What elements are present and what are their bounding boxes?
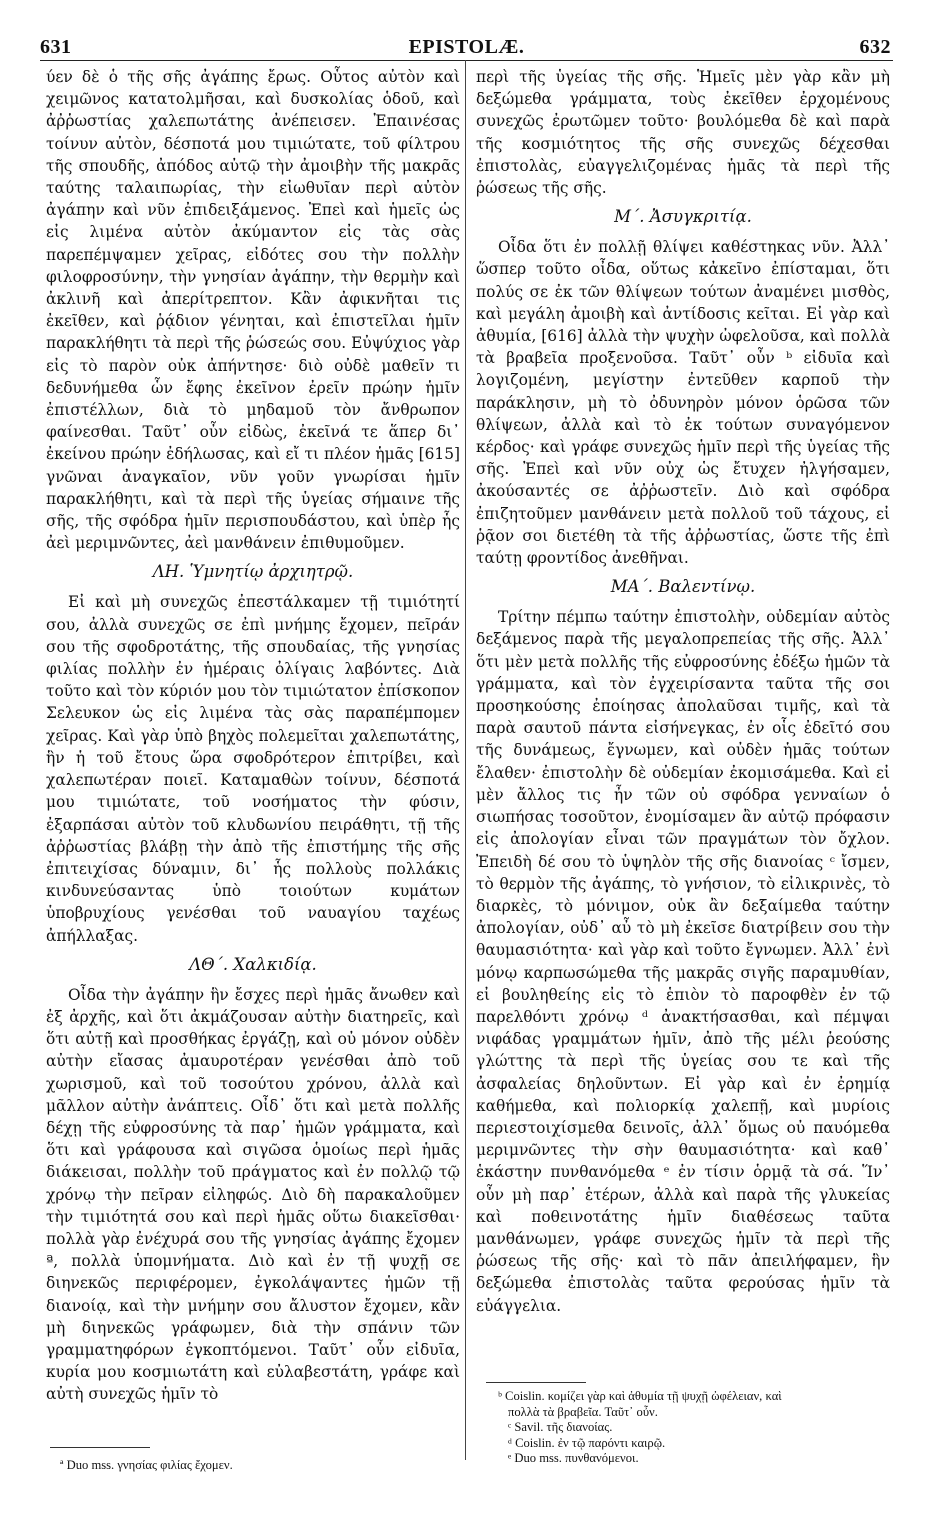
- header-rule: [40, 60, 893, 61]
- footnote-b: ᵇ Coislin. κομίζει γὰρ καὶ ἀθυμία τῇ ψυχῇ ὠφέλειαν, καὶ: [498, 1389, 782, 1403]
- letter-39-body: Οἶδα τὴν ἀγάπην ἣν ἔσχες περὶ ἡμᾶς ἄνωθεν καὶ ἐξ ἀρχῆς, καὶ ὅτι ἀκμάζουσαν αὐτὴν διατηρεῖς, καὶ ὅτι αὐτῇ καὶ προσθήκας ἐργάζῃ, καὶ οὐ μόνον οὐδὲν αὐτὴν εἴασας ἀμαυροτέραν γενέσθαι ἀπὸ τοῦ χωρισμοῦ, καὶ τοῦ τοσούτου χρόνου, ἀλλὰ καὶ μᾶλλον αὐτὴν ἀνάπτεις. Οἶδ᾽ ὅτι καὶ μετὰ πολλῆς δέχῃ τῆς εὐφροσύνης τὰ παρ᾽ ἡμῶν γράμματα, καὶ ὅτι καὶ γράφουσα καὶ σιγῶσα ὁμοίως περὶ ἡμᾶς διάκεισαι, πολλὴν τοῦ πράγματος καὶ ἐν πολλῷ τῷ χρόνῳ τὴν πεῖραν εἰληφώς. Διὸ δὴ παρακαλοῦμεν τὴν τιμιότητά σου καὶ περὶ ἡμᾶς οὕτω διακεῖσθαι· πολλὰ γὰρ ἐνέχυρά σου τῆς γνησίας ἀγάπης ἔχομεν ª, πολλὰ ὑπομνήματα. Διὸ καὶ ἐν τῇ ψυχῇ σε διηνεκῶς περιφέρομεν, ἐγκολάψαντες ἡμῶν τῇ διανοίᾳ, καὶ τὴν μνήμην σου ἄλυστον ἔχομεν, κἂν μὴ διηνεκῶς γράφωμεν, διὰ τὴν σπάνιν τῶν γραμματηφόρων ἐγκοπτόμενοι. Ταῦτ᾽ οὖν εἰδυῖα, κυρία μου κοσμιωτάτη καὶ εὐλαβεστάτη, γράφε καὶ αὐτὴ συνεχῶς ἡμῖν τὸ: [46, 985, 460, 1404]
- footnotes-left: [60, 1458, 440, 1474]
- footnote-c: ᶜ Savil. τῆς διανοίας.: [508, 1420, 613, 1434]
- letter-heading-40: Μ΄. Ἀσυγκριτίᾳ.: [614, 207, 752, 227]
- footnote-a: ª Duo mss. γνησίας φιλίας ἔχομεν.: [60, 1458, 233, 1472]
- letter-40-body: Οἶδα ὅτι ἐν πολλῇ θλίψει καθέστηκας νῦν. Ἀλλ᾽ ὥσπερ τοῦτο οἶδα, οὕτως κἀκεῖνο ἐπίσταμαι, ὅτι πολύς σε ἐκ τῶν θλίψεων τούτων ἀναμένει μισθὸς, καὶ μεγάλη ἀμοιβὴ καὶ ἀντίδοσις κεῖται. Εἰ γὰρ καὶ ἀθυμία, [616] ἀλλὰ τὴν ψυχὴν ὠφελοῦσα, καὶ πολλὰ τὰ βραβεῖα προξενοῦσα. Ταῦτ᾽ οὖν ᵇ εἰδυῖα καὶ λογιζομένη, μεγίστην ἐντεῦθεν καρποῦ τὴν παράκλησιν, μὴ τὸ ὀδυνηρὸν μόνον ὁρῶσα τῶν θλίψεων, ἀλλὰ καὶ τὸ ἐκ τούτων συναγόμενον κέρδος· καὶ γράφε συνεχῶς ἡμῖν περὶ τῆς ὑγείας τῆς σῆς. Ἐπεὶ καὶ νῦν οὐχ ὡς ἔτυχεν ἠλγήσαμεν, ἀκούσαντές σε ἀῤῥωστεῖν. Διὸ καὶ σφόδρα ἐπιζητοῦμεν μανθάνειν μετὰ πολλοῦ τοῦ τάχους, εἰ ῥᾷον σοι διετέθη τὰ τῆς ἀῤῥωστίας, ὥστε τῆς ἐπὶ ταύτῃ φροντίδος ἀνεθῆναι.: [476, 238, 890, 568]
- footnote-rule-left: [50, 1447, 150, 1448]
- letter-continuation-paragraph: ύεν δὲ ὁ τῆς σῆς ἀγάπης ἔρως. Οὗτος αὐτὸν καὶ χειμῶνος κατατολμῆσαι, καὶ δυσκολίας ὁδοῦ, καὶ ἀῤῥωστίας χαλεπωτάτης ἀνέπεισεν. Ἐπαινέσας τοίνυν αὐτὸν, δέσποτά μου τιμιώτατε, τοῦ φίλτρου τῆς σπουδῆς, ἀπόδος αὐτῷ τὴν ἀμοιβὴν τῆς μακρᾶς ταύτης ταλαιπωρίας, τὴν εἰωθυῖαν περὶ αὐτὸν ἀγάπην καὶ νῦν ἐπιδειξάμενος. Ἐπεὶ καὶ ἡμεῖς ὡς εἰς λιμένα αὐτὸν ἀκύμαντον εἰς τὰς σὰς παρεπέμψαμεν χεῖρας, εἰδότες σου τὴν πολλὴν φιλοφροσύνην, τὴν γνησίαν ἀγάπην, τὴν θερμὴν καὶ ἀκλινῆ καὶ ἀπερίτρεπτον. Κἂν ἀφικνῆται τις ἐκεῖθεν, καὶ ῥᾴδιον γένηται, καὶ ἐπιστεῖλαι ἡμῖν παρακλήθητι τὰ περὶ τῆς ῥώσεώς σου. Εὐψύχιος γὰρ εἰς τὸ παρὸν οὐκ ἀπήντησε· διὸ οὐδὲ μαθεῖν τι δεδυνήμεθα ὧν ἔφης ἐκεῖνον ἐρεῖν πρώην ἡμῖν ἐπιστέλλων, διὰ τὸ μηδαμοῦ τὸν ἄνθρωπον φαίνεσθαι. Ταῦτ᾽ οὖν εἰδὼς, ἐκεῖνά τε ἅπερ δι᾽ ἐκείνου πρώην ἐδήλωσας, καὶ εἴ τι πλέον ἡμᾶς [615] γνῶναι ἀναγκαῖον, νῦν γοῦν γνωρίσαι ἡμῖν παρακλήθητι, καὶ τὰ περὶ τῆς ὑγείας σήμαινε τῆς σῆς, τῆς σφόδρα ἡμῖν περισπουδάστου, καὶ ὑπὲρ ἧς ἀεὶ μεριμνῶντες, ἀεὶ μανθάνειν ἐπιθυμοῦμεν.: [46, 68, 460, 553]
- letter-heading-41: ΜΑ΄. Βαλεντίνῳ.: [610, 577, 756, 597]
- footnote-d: ᵈ Coislin. ἐν τῷ παρόντι καιρῷ.: [508, 1435, 666, 1450]
- page-number-right: 632: [859, 36, 891, 58]
- footnote-rule-right: [486, 1382, 586, 1383]
- letter-41-body: Τρίτην πέμπω ταύτην ἐπιστολὴν, οὐδεμίαν αὐτὸς δεξάμενος παρὰ τῆς μεγαλοπρεπείας τῆς σῆς. Ἀλλ᾽ ὅτι μὲν μετὰ πολλῆς τῆς εὐφροσύνης ἐδέξω ἡμῶν τὰ γράμματα, καὶ τὸν ἐγχειρίσαντα ταῦτα τῆς σοι προσηκούσης ἐποίησας ἀπολαῦσαι τιμῆς, καὶ τὰ παρὰ σαυτοῦ πάντα εἰσήνεγκας, ἐν οἷς ἐδεῖτό σου τῆς δυνάμεως, ἔγνωμεν, καὶ οὐδὲν ἡμᾶς τούτων ἔλαθεν· ἐπιστολὴν δὲ οὐδεμίαν ἐκομισάμεθα. Καὶ εἰ μὲν ἄλλος τις ἦν τῶν οὐ σφόδρα γενναίων ὁ σιωπήσας τοσοῦτον, ἐνομίσαμεν ἂν αὐτῷ πρόφασιν εἰς ἀπολογίαν εἶναι τῶν πραγμάτων τὸν ὄχλον. Ἐπειδὴ δέ σου τὸ ὑψηλὸν τῆς σῆς διανοίας ᶜ ἴσμεν, τὸ θερμὸν τῆς ἀγάπης, τὸ γνήσιον, τὸ εἰλικρινὲς, τὸ διαρκὲς, τὸ μόνιμον, οὐκ ἂν δεξαίμεθα ταύτην ἀπολογίαν, οὐδ᾽ αὖ τὸ μὴ ἐκεῖσε διατρίβειν σου τὴν θαυμασιότητα· καὶ γὰρ καὶ τοῦτο ἔγνωμεν. Ἀλλ᾽ ἐνὶ μόνῳ καρπωσώμεθα τῆς μακρᾶς σιγῆς παραμυθίαν, εἰ βουληθείης εἰς τὸ ἑπιὸν τὸ παροφθὲν ἐν τῷ παρελθόντι χρόνῳ ᵈ ἀνακτήσασθαι, καὶ πέμψαι νιφάδας γραμμάτων ἡμῖν, ἀπὸ τῆς μέλι ῥεούσης γλώττης τὰ περὶ τῆς ὑγείας σου τε καὶ τῆς ἀσφαλείας δηλοῦντων. Εἰ γὰρ καὶ ἐν ἐρημίᾳ καθήμεθα, καὶ πολιορκίᾳ χαλεπῇ, καὶ μυρίοις περιεστοιχίσμεθα δεινοῖς, ἀλλ᾽ ὅμως οὐ παυόμεθα μεριμνῶντες τὴν σὴν θαυμασιότητα· καὶ καθ᾽ ἑκάστην πυνθανόμεθα ᵉ ἐν τίσιν ὁρμᾷ τὰ σά. Ἵν᾽ οὖν μὴ παρ᾽ ἑτέρων, ἀλλὰ καὶ παρὰ τῆς γλυκείας καὶ ποθεινοτάτης ἡμῖν διαθέσεως ταῦτα μανθάνωμεν, γράφε συνεχῶς ἡμῖν τὰ περὶ τῆς ῥώσεως τῆς σῆς· καὶ τὸ πᾶν ἀπειλήφαμεν, ἣν δεξώμεθα ἐπιστολὰς ταῦτα φερούσας ἡμῖν τὰ εὐάγγελια.: [476, 608, 890, 1315]
- page-number-left: 631: [40, 36, 72, 58]
- footnote-b-continued: πολλὰ τὰ βραβεῖα. Ταῦτ᾽ οὖν.: [508, 1404, 658, 1419]
- column-divider: [465, 60, 466, 1460]
- running-title: EPISTOLÆ.: [408, 36, 525, 58]
- letter-heading-39: ΛΘ΄. Χαλκιδίᾳ.: [189, 954, 317, 974]
- footnotes-right: [498, 1389, 892, 1467]
- letter-39-continuation: περὶ τῆς ὑγείας τῆς σῆς. Ἡμεῖς μὲν γὰρ κἂν μὴ δεξώμεθα γράμματα, τοὺς ἐκεῖθεν ἐρχομένους συνεχῶς ἐρωτῶμεν τοῦτο· βουλόμεθα δὲ καὶ παρὰ τῆς κοσμιότητος τῆς σῆς συνεχῶς δέχεσθαι ἐπιστολὰς, εὐαγγελιζομένας ἡμᾶς τὰ περὶ τῆς ῥώσεως τῆς σῆς.: [476, 68, 890, 198]
- left-column: [46, 66, 460, 1406]
- letter-heading-38: ΛΗ. Ὑμνητίῳ ἀρχιητρῷ.: [152, 562, 354, 582]
- footnote-e: ᵉ Duo mss. πυνθανόμενοι.: [508, 1451, 639, 1465]
- right-column: [476, 66, 890, 1317]
- letter-38-body: Εἰ καὶ μὴ συνεχῶς ἐπεστάλκαμεν τῇ τιμιότητί σου, ἀλλὰ συνεχῶς σε ἐπὶ μνήμης ἔχομεν, πεῖράν σου τῆς σφοδροτάτης, τῆς σπουδαίας, τῆς γνησίας φιλίας πολλὴν ἐν ἡμέραις ὀλίγαις λαβόντες. Διὰ τοῦτο καὶ τὸν κύριόν μου τὸν τιμιώτατον ἐπίσκοπον Σελευκον ὡς εἰς λιμένα τὰς σὰς παραπέμπομεν χεῖρας. Καὶ γὰρ ὑπὸ βηχὸς πολεμεῖται χαλεπωτάτης, ἣν ἡ τοῦ ἔτους ὥρα σφοδρότερον ἐπιτρίβει, καὶ χαλεπωτέραν ποιεῖ. Καταμαθὼν τοίνυν, δέσποτά μου τιμιώτατε, τοῦ νοσήματος τὴν φύσιν, ἐξαρπάσαι αὐτὸν τοῦ κλυδωνίου πειράθητι, τῇ τῆς ἀῤῥωστίας βλάβῃ τὴν ἀπὸ τῆς ἐπιστήμης τῆς σῆς ἐπιτειχίσας δύναμιν, δι᾽ ἧς πολλοὺς πολλάκις κινδυνεύσαντας ὑπὸ τοιούτων κυμάτων ὑποβρυχίους γενέσθαι τοῦ ναυαγίου ταχέως ἀπήλλαξας.: [46, 593, 460, 945]
